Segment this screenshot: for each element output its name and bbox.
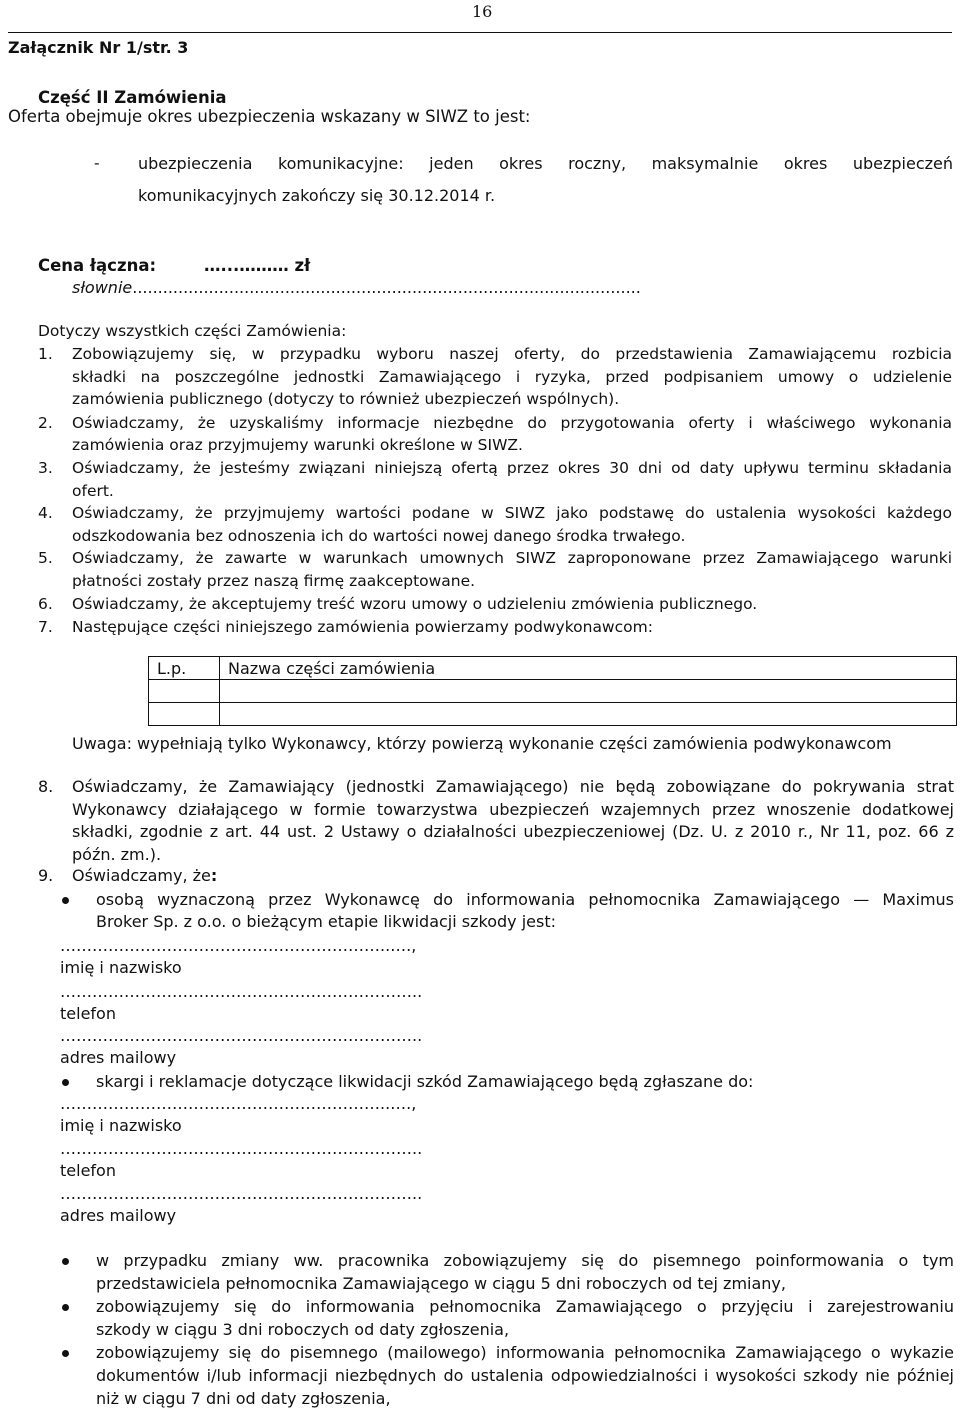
bullet-text: szkody w ciągu 3 dni roboczych od daty zgłoszenia, bbox=[96, 1320, 510, 1339]
statement-number: 9. bbox=[38, 866, 54, 885]
statement-line: Zobowiązujemy się, w przypadku wyboru naszej oferty, do przedstawienia Zamawiającemu rozbicia bbox=[72, 345, 952, 363]
price-words-label bbox=[72, 278, 641, 297]
bullet-icon bbox=[62, 1258, 69, 1265]
price-words-dots: .................................................................................................... bbox=[132, 278, 641, 297]
statement-line: Następujące części niniejszego zamówienia powierzamy podwykonawcom: bbox=[72, 618, 653, 636]
statement-line: późn. zm.). bbox=[72, 845, 162, 864]
contact-dots[interactable]: ………………………………………………………….. bbox=[60, 1139, 423, 1158]
price-words-label-text: słownie bbox=[72, 278, 133, 297]
statement-line: Wykonawcy działającego w formie towarzystwa ubezpieczeń wzajemnych przez wnoszenie dodatkowej bbox=[72, 800, 954, 819]
statement-9-label: Oświadczamy, że bbox=[72, 866, 211, 885]
statement-line: Oświadczamy, że przyjmujemy wartości podane w SIWZ jako podstawę do ustalenia wysokości każdego bbox=[72, 504, 952, 522]
statement-line: zamówienia oraz przyjmujemy warunki określone w SIWZ. bbox=[72, 436, 523, 454]
offer-intro: Oferta obejmuje okres ubezpieczenia wskazany w SIWZ to jest: bbox=[8, 107, 531, 126]
bullet-icon bbox=[62, 1079, 69, 1086]
statement-line: ofert. bbox=[72, 482, 114, 500]
attachment-header: Załącznik Nr 1/str. 3 bbox=[8, 38, 189, 57]
contact-dots[interactable]: ………………………………………………………….. bbox=[60, 1026, 423, 1045]
statement-line: Oświadczamy, że Zamawiający (jednostki Zamawiającego) nie będą zobowiązane do pokrywania strat bbox=[72, 777, 954, 796]
bullet-icon bbox=[62, 1350, 69, 1357]
table-cell[interactable] bbox=[220, 703, 957, 726]
bullet-text: przedstawiciela pełnomocnika Zamawiającego w ciągu 5 dni roboczych od tej zmiany, bbox=[96, 1274, 786, 1293]
page-number: 16 bbox=[472, 2, 493, 21]
contact-dots[interactable]: ……………………………………………………..…., bbox=[60, 1094, 417, 1113]
header-divider bbox=[8, 32, 952, 33]
bullet-icon bbox=[62, 897, 69, 904]
subcontract-table bbox=[148, 656, 957, 726]
statement-number: 2. bbox=[38, 414, 53, 432]
contact-phone-label: telefon bbox=[60, 1161, 116, 1180]
bullet-text: dokumentów i/lub informacji niezbędnych do ustalenia odpowiedzialności i wysokości szkody nie później bbox=[96, 1366, 954, 1385]
statement-9-colon: : bbox=[210, 866, 218, 885]
contact-name-label: imię i nazwisko bbox=[60, 958, 182, 977]
contact-email-label: adres mailowy bbox=[60, 1048, 177, 1067]
bullet-icon bbox=[62, 1304, 69, 1311]
table-row bbox=[149, 680, 957, 703]
statement-9-text bbox=[72, 866, 217, 885]
table-header-cell: L.p. bbox=[149, 657, 220, 680]
subcontract-note: Uwaga: wypełniają tylko Wykonawcy, którzy powierzą wykonanie części zamówienia podwykonawcom bbox=[72, 734, 892, 753]
statement-number: 6. bbox=[38, 595, 53, 613]
table-header-row bbox=[149, 657, 957, 680]
statement-line: odszkodowania bez odnoszenia ich do wartości nowej danego środka trwałego. bbox=[72, 527, 686, 545]
contact-dots[interactable]: ……………………………………………………..…., bbox=[60, 936, 417, 955]
dash-marker: - bbox=[94, 154, 100, 172]
contact-email-label: adres mailowy bbox=[60, 1206, 177, 1225]
insurance-line: ubezpieczenia komunikacyjne: jeden okres roczny, maksymalnie okres ubezpieczeń bbox=[138, 154, 953, 173]
statement-line: zamówienia publicznego (dotyczy to również ubezpieczeń wspólnych). bbox=[72, 390, 620, 408]
contact-name-label: imię i nazwisko bbox=[60, 1116, 182, 1135]
statement-number: 7. bbox=[38, 618, 53, 636]
statement-line: składki, zgodnie z art. 44 ust. 2 Ustawy o działalności ubezpieczeniowej (Dz. U. z 2010 r., Nr 11, poz. 66 z bbox=[72, 822, 954, 841]
applies-to: Dotyczy wszystkich części Zamówienia: bbox=[38, 322, 347, 340]
price-label: Cena łączna: bbox=[38, 256, 157, 275]
bullet-text: w przypadku zmiany ww. pracownika zobowiązujemy się do pisemnego poinformowania o tym bbox=[96, 1251, 954, 1270]
bullet-text: zobowiązujemy się do informowania pełnomocnika Zamawiającego o przyjęciu i zarejestrowaniu bbox=[96, 1297, 954, 1316]
bullet-text: zobowiązujemy się do pisemnego (mailowego) informowania pełnomocnika Zamawiającego o wykazie bbox=[96, 1343, 954, 1362]
table-cell[interactable] bbox=[220, 680, 957, 703]
table-cell[interactable] bbox=[149, 680, 220, 703]
statement-number: 1. bbox=[38, 345, 53, 363]
table-cell[interactable] bbox=[149, 703, 220, 726]
statement-line: Oświadczamy, że zawarte w warunkach umownych SIWZ zaproponowane przez Zamawiającego warunki bbox=[72, 549, 952, 567]
contact-dots[interactable]: ………………………………………………………….. bbox=[60, 982, 423, 1001]
statement-line: płatności zostały przez naszą firmę zaakceptowane. bbox=[72, 572, 476, 590]
table-row bbox=[149, 703, 957, 726]
statement-number: 8. bbox=[38, 777, 54, 796]
bullet-text: skargi i reklamacje dotyczące likwidacji szkód Zamawiającego będą zgłaszane do: bbox=[96, 1072, 754, 1091]
table-header-cell: Nazwa części zamówienia bbox=[220, 657, 957, 680]
statement-number: 4. bbox=[38, 504, 53, 522]
bullet-text: niż w ciągu 7 dni od daty zgłoszenia, bbox=[96, 1389, 391, 1408]
statement-line: Oświadczamy, że jesteśmy związani niniejszą ofertą przez okres 30 dni od daty upływu terminu składania bbox=[72, 459, 952, 477]
bullet-text: Broker Sp. z o.o. o bieżącym etapie likwidacji szkody jest: bbox=[96, 912, 556, 931]
price-value: …...……… zł bbox=[204, 256, 311, 275]
bullet-text: osobą wyznaczoną przez Wykonawcę do informowania pełnomocnika Zamawiającego — Maximus bbox=[96, 890, 954, 909]
insurance-line: komunikacyjnych zakończy się 30.12.2014 r. bbox=[138, 186, 496, 205]
statement-number: 5. bbox=[38, 549, 53, 567]
statement-line: Oświadczamy, że akceptujemy treść wzoru umowy o udzieleniu zmówienia publicznego. bbox=[72, 595, 758, 613]
statement-line: Oświadczamy, że uzyskaliśmy informacje niezbędne do przygotowania oferty i właściwego wykonania bbox=[72, 414, 952, 432]
statement-number: 3. bbox=[38, 459, 53, 477]
contact-phone-label: telefon bbox=[60, 1004, 116, 1023]
part-title: Część II Zamówienia bbox=[38, 88, 227, 107]
contact-dots[interactable]: ………………………………………………………….. bbox=[60, 1184, 423, 1203]
statement-line: składki na poszczególne jednostki Zamawiającego i ryzyka, przed podpisaniem umowy o udzielenie bbox=[72, 368, 952, 386]
